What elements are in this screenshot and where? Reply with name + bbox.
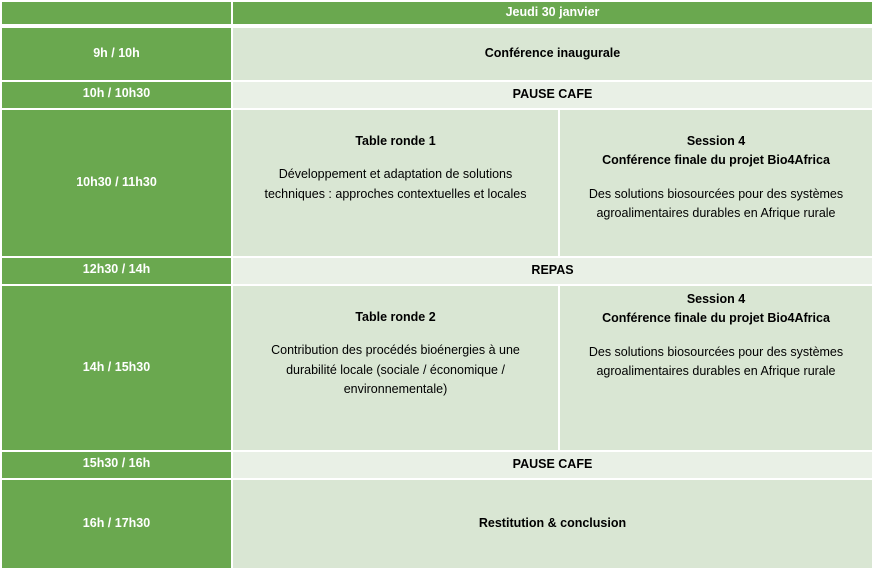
time-slot: 12h30 / 14h [2,258,231,284]
schedule-table [2,2,872,568]
session-title: Conférence inaugurale [233,28,872,80]
break-label: PAUSE CAFE [233,82,872,108]
session-4-block [560,110,872,256]
time-slot: 15h30 / 16h [2,452,231,478]
time-slot: 10h / 10h30 [2,82,231,108]
session-text: Des solutions biosourcées pour des systèmes [588,186,844,201]
session-title: Conférence finale du projet Bio4Africa [602,311,830,326]
round-table-text: durabilité locale (sociale / économique / [286,362,505,377]
round-table-text: environnementale) [343,382,448,397]
session-number: Session 4 [686,292,746,306]
session-title: Restitution & conclusion [233,480,872,568]
session-text: agroalimentaires durables en Afrique rurale [596,364,836,379]
time-slot: 9h / 10h [2,28,231,80]
round-table-text: Contribution des procédés bioénergies à une [271,343,520,358]
round-table-title: Table ronde 2 [355,310,436,324]
round-table-text: Développement et adaptation de solutions [278,167,513,182]
round-table-1 [233,110,558,256]
session-4-block [560,286,872,450]
session-title: Conférence finale du projet Bio4Africa [602,153,830,168]
session-text: agroalimentaires durables en Afrique rurale [596,206,836,221]
day-header: Jeudi 30 janvier [233,2,872,24]
round-table-2 [233,286,558,450]
time-slot: 10h30 / 11h30 [2,110,231,256]
break-label: REPAS [233,258,872,284]
round-table-title: Table ronde 1 [355,134,436,148]
break-label: PAUSE CAFE [233,452,872,478]
header-corner [2,2,231,24]
session-number: Session 4 [686,134,746,148]
time-slot: 14h / 15h30 [2,286,231,450]
session-text: Des solutions biosourcées pour des systèmes [588,344,844,359]
round-table-text: techniques : approches contextuelles et locales [264,186,527,201]
time-slot: 16h / 17h30 [2,480,231,568]
